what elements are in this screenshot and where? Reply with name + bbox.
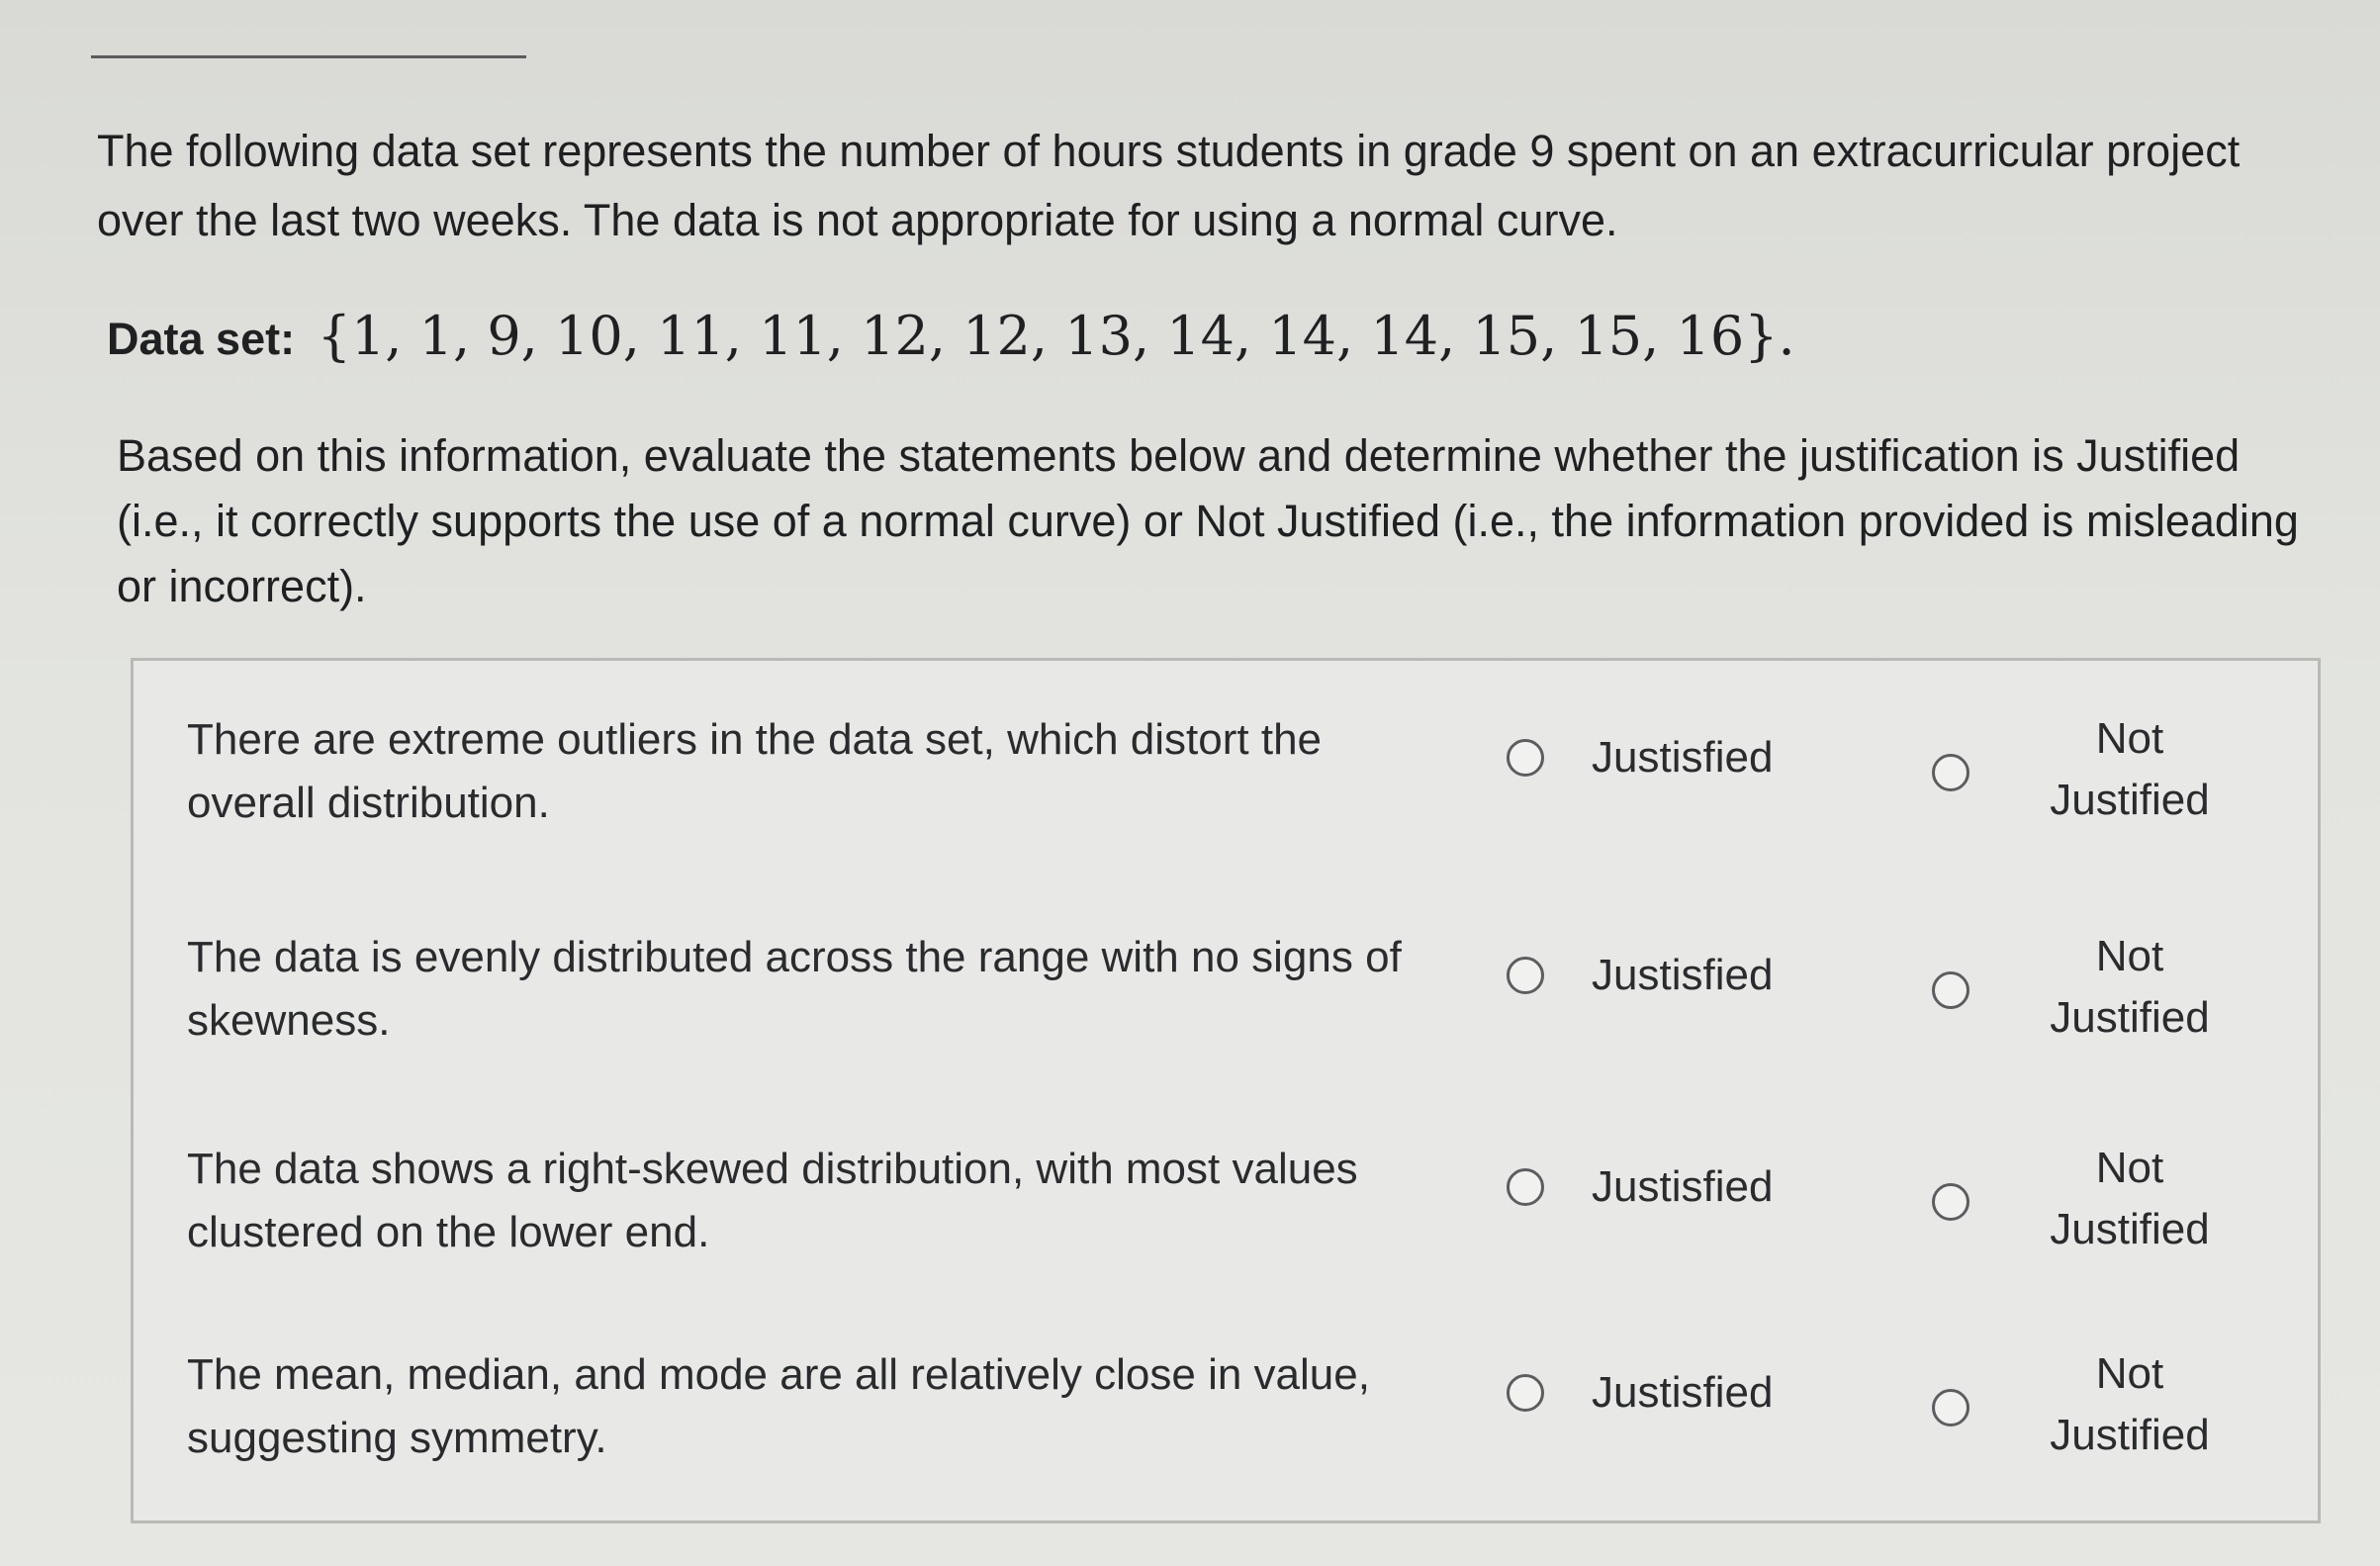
radio-justified[interactable] bbox=[1507, 1374, 1544, 1412]
not-justified-label[interactable] bbox=[2031, 1138, 2229, 1260]
not-justified-label-line2[interactable]: Justified bbox=[2050, 776, 2210, 824]
radio-justified[interactable] bbox=[1507, 957, 1544, 994]
justified-option[interactable] bbox=[1507, 946, 1773, 1005]
justified-option[interactable] bbox=[1507, 1157, 1773, 1217]
radio-not-justified[interactable] bbox=[1932, 1183, 1969, 1221]
radio-justified[interactable] bbox=[1507, 739, 1544, 777]
statement-text: The data shows a right-skewed distribution, with most values clustered on the lower end. bbox=[187, 1145, 1358, 1256]
not-justified-label[interactable] bbox=[2031, 926, 2229, 1049]
statement-text: The mean, median, and mode are all relatively close in value, suggesting symmetry. bbox=[187, 1350, 1370, 1462]
justified-label[interactable]: Justisfied bbox=[1592, 1162, 1774, 1211]
top-divider bbox=[91, 55, 526, 58]
statement-row bbox=[134, 926, 2318, 1124]
not-justified-label-line1[interactable]: Not bbox=[2095, 1144, 2164, 1192]
radio-justified[interactable] bbox=[1507, 1168, 1544, 1206]
not-justified-label-line2[interactable]: Justified bbox=[2050, 993, 2210, 1042]
statement-row bbox=[134, 1138, 2318, 1336]
statements-table bbox=[131, 658, 2321, 1523]
statement-row bbox=[134, 1343, 2318, 1541]
not-justified-label[interactable] bbox=[2031, 708, 2229, 831]
justified-label[interactable]: Justisfied bbox=[1592, 951, 1774, 999]
not-justified-option[interactable] bbox=[1932, 926, 2229, 1049]
question-intro: The following data set represents the number of hours students in grade 9 spent on an extracurricular project over the last two weeks. The data is not appropriate for using a normal curve. bbox=[97, 126, 2241, 245]
statement-text: There are extreme outliers in the data set, which distort the overall distribution. bbox=[187, 715, 1323, 827]
not-justified-option[interactable] bbox=[1932, 1343, 2229, 1466]
justified-option[interactable] bbox=[1507, 1363, 1773, 1423]
instructions: Based on this information, evaluate the statements below and determine whether the justification is Justified (i.e., it correctly supports the use of a normal curve) or Not Justified (i.e., the information provided is misleading or incorrect). bbox=[117, 430, 2299, 611]
not-justified-option[interactable] bbox=[1932, 1138, 2229, 1260]
not-justified-label-line2[interactable]: Justified bbox=[2050, 1205, 2210, 1253]
not-justified-label[interactable] bbox=[2031, 1343, 2229, 1466]
not-justified-label-line1[interactable]: Not bbox=[2095, 714, 2164, 763]
not-justified-label-line1[interactable]: Not bbox=[2095, 932, 2164, 980]
justified-label[interactable]: Justisfied bbox=[1592, 733, 1774, 782]
not-justified-label-line1[interactable]: Not bbox=[2095, 1349, 2164, 1398]
radio-not-justified[interactable] bbox=[1932, 754, 1969, 791]
not-justified-option[interactable] bbox=[1932, 708, 2229, 831]
statement-text: The data is evenly distributed across the range with no signs of skewness. bbox=[187, 933, 1402, 1045]
not-justified-label-line2[interactable]: Justified bbox=[2050, 1411, 2210, 1459]
justified-option[interactable] bbox=[1507, 728, 1773, 787]
dataset-line bbox=[107, 297, 1795, 379]
dataset-label: Data set: bbox=[107, 314, 296, 364]
justified-label[interactable]: Justisfied bbox=[1592, 1368, 1774, 1417]
statement-row bbox=[134, 708, 2318, 906]
radio-not-justified[interactable] bbox=[1932, 971, 1969, 1009]
radio-not-justified[interactable] bbox=[1932, 1389, 1969, 1427]
dataset-values: {1, 1, 9, 10, 11, 11, 12, 12, 13, 14, 14, 14, 15, 15, 16}. bbox=[317, 305, 1795, 367]
